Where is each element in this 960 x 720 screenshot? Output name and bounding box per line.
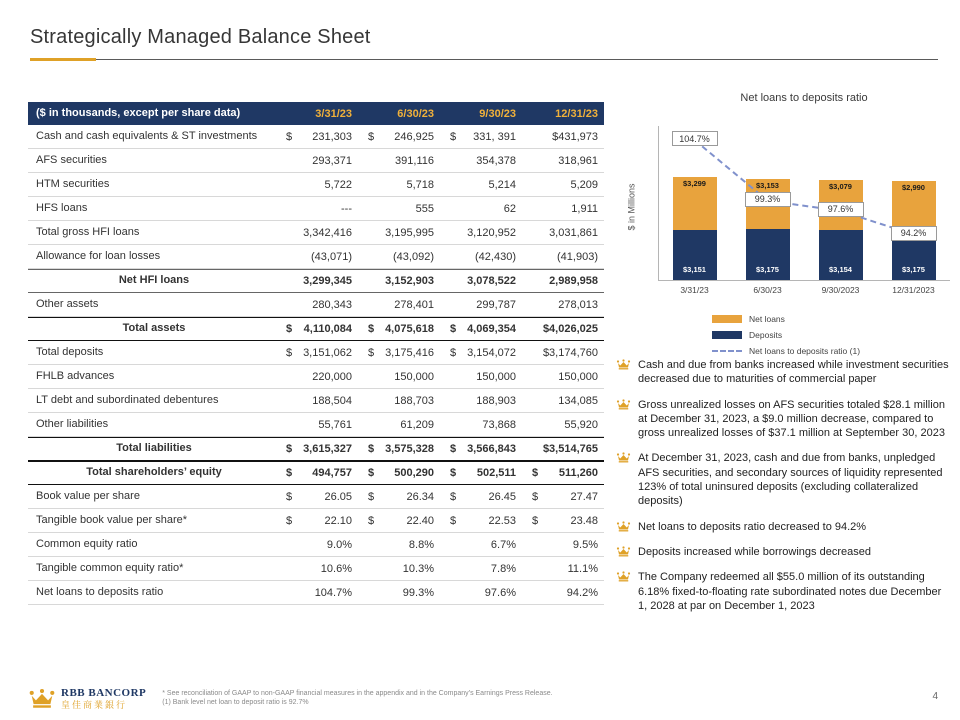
crown-bullet-icon — [616, 452, 631, 463]
legend-ratio-line — [712, 346, 950, 356]
net-loans-bar — [673, 177, 717, 230]
row-value: $ 494,757 — [286, 467, 352, 479]
row-value: $ 3,154,072 — [450, 346, 516, 359]
slide-footer — [28, 687, 553, 710]
crown-logo-icon — [28, 688, 56, 709]
deposits-swatch — [712, 331, 742, 339]
row-value: 5,214 — [488, 178, 516, 191]
bullet-item — [616, 520, 950, 534]
row-value: $ 231,303 — [286, 130, 352, 143]
row-value: 11.1% — [567, 562, 598, 575]
table-row — [28, 293, 604, 317]
row-value: 391,116 — [395, 154, 434, 167]
ratio-line-swatch — [712, 350, 742, 352]
table-header-col: 9/30/23 — [479, 107, 516, 120]
row-label: Net loans to deposits ratio — [36, 585, 164, 598]
title-rule — [30, 59, 938, 60]
row-value: 10.6% — [320, 562, 352, 575]
row-value: $ 26.34 — [368, 490, 434, 503]
chart-plot — [658, 110, 950, 302]
x-axis-line — [658, 280, 950, 281]
net-loans-value: $3,153 — [756, 180, 779, 190]
row-value: 8.8% — [408, 538, 434, 551]
row-value: $ 27.47 — [532, 490, 598, 503]
footnote-bank-level: (1) Bank level net loan to deposit ratio is 92.7% — [162, 699, 309, 706]
row-value: 3,078,522 — [467, 275, 516, 287]
x-axis-tick-label: 9/30/2023 — [821, 285, 860, 295]
table-row — [28, 461, 604, 485]
chart-legend — [712, 314, 950, 356]
row-value: 10.3% — [402, 562, 434, 575]
chart-title: Net loans to deposits ratio — [740, 92, 868, 104]
legend-label: Net loans to deposits ratio (1) — [749, 346, 861, 356]
row-value: 3,342,416 — [303, 226, 352, 239]
row-label: Total gross HFI loans — [36, 225, 140, 238]
net-loans-swatch — [712, 315, 742, 323]
table-row — [28, 389, 604, 413]
table-header-label: ($ in thousands, except per share data) — [36, 106, 241, 119]
row-label: Total shareholders’ equity — [86, 466, 222, 479]
deposits-bar — [819, 230, 863, 280]
ratio-callout: 99.3% — [745, 192, 791, 207]
table-row — [28, 317, 604, 341]
table-row — [28, 221, 604, 245]
row-value: $ 331, 391 — [450, 130, 516, 143]
row-value: $3,174,760 — [542, 346, 598, 359]
row-value: $ 26.45 — [450, 490, 516, 503]
crown-bullet-icon — [616, 546, 631, 557]
net-loans-value: $3,079 — [829, 182, 852, 192]
bullet-item — [616, 451, 950, 508]
table-row — [28, 149, 604, 173]
row-value: $ 3,575,328 — [368, 443, 434, 455]
row-label: Cash and cash equivalents & ST investments — [36, 129, 258, 142]
table-row — [28, 197, 604, 221]
page-number: 4 — [932, 691, 938, 702]
table-body — [28, 125, 604, 605]
net-loans-bar — [892, 181, 936, 229]
row-value: 7.8% — [490, 562, 516, 575]
bullet-text: At December 31, 2023, cash and due from banks, unpledged AFS securities, and secondary sources of liquidity represented 123% of total uninsured deposits (excluding collateralized deposits) — [638, 452, 943, 508]
row-value: 188,903 — [476, 394, 516, 407]
row-label: Other liabilities — [36, 417, 109, 430]
table-row — [28, 509, 604, 533]
deposits-value: $3,175 — [902, 264, 925, 274]
bullet-text: Deposits increased while borrowings decreased — [638, 545, 871, 558]
table-row — [28, 533, 604, 557]
crown-bullet-icon — [616, 571, 631, 582]
row-value: 1,911 — [571, 202, 598, 215]
row-value: 188,504 — [312, 394, 352, 407]
row-value: $ 500,290 — [368, 467, 434, 479]
row-value: 9.5% — [572, 538, 598, 551]
row-value: $ 4,069,354 — [450, 323, 516, 335]
net-loans-value: $3,299 — [683, 178, 706, 188]
legend-deposits — [712, 330, 950, 340]
row-value: 3,299,345 — [303, 275, 352, 287]
row-value: (43,071) — [311, 250, 352, 263]
table-row — [28, 365, 604, 389]
crown-bullet-icon — [616, 521, 631, 532]
row-value: --- — [341, 202, 352, 215]
net-loans-deposits-chart — [616, 92, 950, 356]
table-row — [28, 413, 604, 437]
row-value: 5,209 — [570, 178, 598, 191]
row-value: 280,343 — [312, 298, 352, 311]
row-value: 104.7% — [314, 586, 352, 599]
x-axis-tick-label: 6/30/23 — [753, 285, 782, 295]
table-row — [28, 581, 604, 605]
x-axis-tick-label: 3/31/23 — [680, 285, 709, 295]
row-value: 3,152,903 — [385, 275, 434, 287]
title-accent-bar — [30, 58, 96, 61]
row-label: LT debt and subordinated debentures — [36, 393, 219, 406]
row-value: $ 22.53 — [450, 514, 516, 527]
row-value: 6.7% — [490, 538, 516, 551]
row-value: 97.6% — [484, 586, 516, 599]
row-value: 9.0% — [326, 538, 352, 551]
row-value: 150,000 — [476, 370, 516, 383]
row-value: 61,209 — [400, 418, 434, 431]
row-label: Tangible book value per share* — [36, 513, 188, 526]
row-value: (43,092) — [393, 250, 434, 263]
net-loans-value: $2,990 — [902, 183, 925, 193]
table-row — [28, 173, 604, 197]
row-label: FHLB advances — [36, 369, 115, 382]
row-value: $ 511,260 — [532, 467, 598, 479]
row-value: 278,401 — [394, 298, 434, 311]
row-value: $431,973 — [552, 130, 598, 143]
row-value: $ 22.40 — [368, 514, 434, 527]
row-value: $ 4,075,618 — [368, 323, 434, 335]
bullet-text: Gross unrealized losses on AFS securities totaled $28.1 million at December 31, 2023, a $9.0 million decrease, compared to gross unrealized losses of $37.1 million at September 30, 2023 — [638, 398, 945, 440]
bullet-text: Cash and due from banks increased while investment securities decreased due to maturities of commercial paper — [638, 359, 949, 386]
table-row — [28, 245, 604, 269]
row-label: Common equity ratio — [36, 537, 138, 550]
row-value: 318,961 — [558, 154, 598, 167]
table-header-col: 3/31/23 — [315, 107, 352, 120]
y-axis-line — [658, 126, 659, 280]
bullet-text: Net loans to deposits ratio decreased to 94.2% — [638, 520, 867, 533]
logo-chinese-name: 皇佳商業銀行 — [61, 699, 128, 710]
table-header-col: 6/30/23 — [397, 107, 434, 120]
deposits-value: $3,175 — [756, 264, 779, 274]
row-value: 220,000 — [312, 370, 352, 383]
row-value: $ 246,925 — [368, 130, 434, 143]
row-label: HTM securities — [36, 177, 110, 190]
bullet-item — [616, 358, 950, 387]
table-row — [28, 485, 604, 509]
row-label: Allowance for loan losses — [36, 249, 161, 262]
row-label: Total deposits — [36, 345, 104, 358]
row-value: 150,000 — [394, 370, 434, 383]
row-value: 293,371 — [312, 154, 352, 167]
row-value: 55,920 — [564, 418, 598, 431]
row-value: $4,026,025 — [542, 323, 598, 335]
row-label: Other assets — [36, 297, 99, 310]
ratio-callout: 97.6% — [818, 202, 864, 217]
row-value: $ 3,566,843 — [450, 443, 516, 455]
table-row — [28, 341, 604, 365]
row-value: 73,868 — [482, 418, 516, 431]
row-value: 62 — [503, 202, 516, 215]
ratio-callout: 104.7% — [672, 131, 718, 146]
table-row — [28, 557, 604, 581]
x-axis-tick-label: 12/31/2023 — [892, 285, 935, 295]
row-label: HFS loans — [36, 201, 88, 214]
bullet-list — [616, 358, 950, 613]
bullet-item — [616, 545, 950, 559]
row-value: 354,378 — [476, 154, 516, 167]
row-value: 55,761 — [318, 418, 352, 431]
deposits-value: $3,154 — [829, 264, 852, 274]
row-value: 99.3% — [402, 586, 434, 599]
row-value: $ 4,110,084 — [286, 323, 352, 335]
footnotes — [162, 690, 552, 710]
table-row — [28, 437, 604, 461]
logo-text — [61, 687, 146, 710]
company-logo — [28, 687, 146, 710]
legend-label: Deposits — [749, 330, 783, 340]
row-label: Total liabilities — [116, 442, 192, 455]
footnote-gaap: * See reconciliation of GAAP to non-GAAP financial measures in the appendix and in the Company’s Earnings Press Release. — [162, 690, 553, 697]
row-value: 188,703 — [394, 394, 434, 407]
bullet-item — [616, 398, 950, 441]
row-value: 3,195,995 — [385, 226, 434, 239]
table-header-row — [28, 102, 604, 125]
row-value: 94.2% — [566, 586, 598, 599]
row-value: 2,989,958 — [549, 275, 598, 287]
legend-net-loans — [712, 314, 950, 324]
row-value: 5,722 — [324, 178, 352, 191]
legend-label: Net loans — [749, 314, 785, 324]
row-value: 150,000 — [558, 370, 598, 383]
row-value: 134,085 — [558, 394, 598, 407]
table-row — [28, 125, 604, 149]
row-value: 3,120,952 — [467, 226, 516, 239]
row-value: $3,514,765 — [542, 443, 598, 455]
row-value: $ 3,151,062 — [286, 346, 352, 359]
balance-sheet-table — [28, 102, 604, 605]
row-value: 555 — [415, 202, 434, 215]
row-label: Net HFI loans — [118, 274, 190, 287]
row-label: Book value per share — [36, 489, 140, 502]
bullet-text: The Company redeemed all $55.0 million of its outstanding 6.18% fixed-to-floating rate subordinated notes due December 1, 2028 at par on December 1, 2023 — [638, 571, 942, 612]
logo-company-name: RBB BANCORP — [61, 687, 147, 700]
ratio-callout: 94.2% — [891, 226, 937, 241]
row-label: Tangible common equity ratio* — [36, 561, 184, 574]
row-value: 299,787 — [476, 298, 516, 311]
table-row — [28, 269, 604, 293]
row-value: $ 23.48 — [532, 514, 598, 527]
row-value: $ 502,511 — [450, 467, 516, 479]
row-value: $ 22.10 — [286, 514, 352, 527]
row-label: Total assets — [122, 322, 186, 335]
row-label: AFS securities — [36, 153, 107, 166]
crown-bullet-icon — [616, 359, 631, 370]
chart-y-axis-label: $ in Millions — [626, 183, 637, 231]
deposits-bar — [673, 230, 717, 280]
crown-bullet-icon — [616, 399, 631, 410]
row-value: (42,430) — [475, 250, 516, 263]
row-value: 3,031,861 — [549, 226, 598, 239]
deposits-bar — [746, 229, 790, 280]
row-value: $ 26.05 — [286, 490, 352, 503]
row-value: 5,718 — [406, 178, 434, 191]
row-value: $ 3,175,416 — [368, 346, 434, 359]
row-value: $ 3,615,327 — [286, 443, 352, 455]
bullet-item — [616, 570, 950, 613]
row-value: 278,013 — [558, 298, 598, 311]
page-title: Strategically Managed Balance Sheet — [30, 26, 371, 48]
row-value: (41,903) — [557, 250, 598, 263]
deposits-value: $3,151 — [683, 264, 706, 274]
table-header-col: 12/31/23 — [555, 107, 598, 120]
slide-header — [30, 26, 938, 60]
